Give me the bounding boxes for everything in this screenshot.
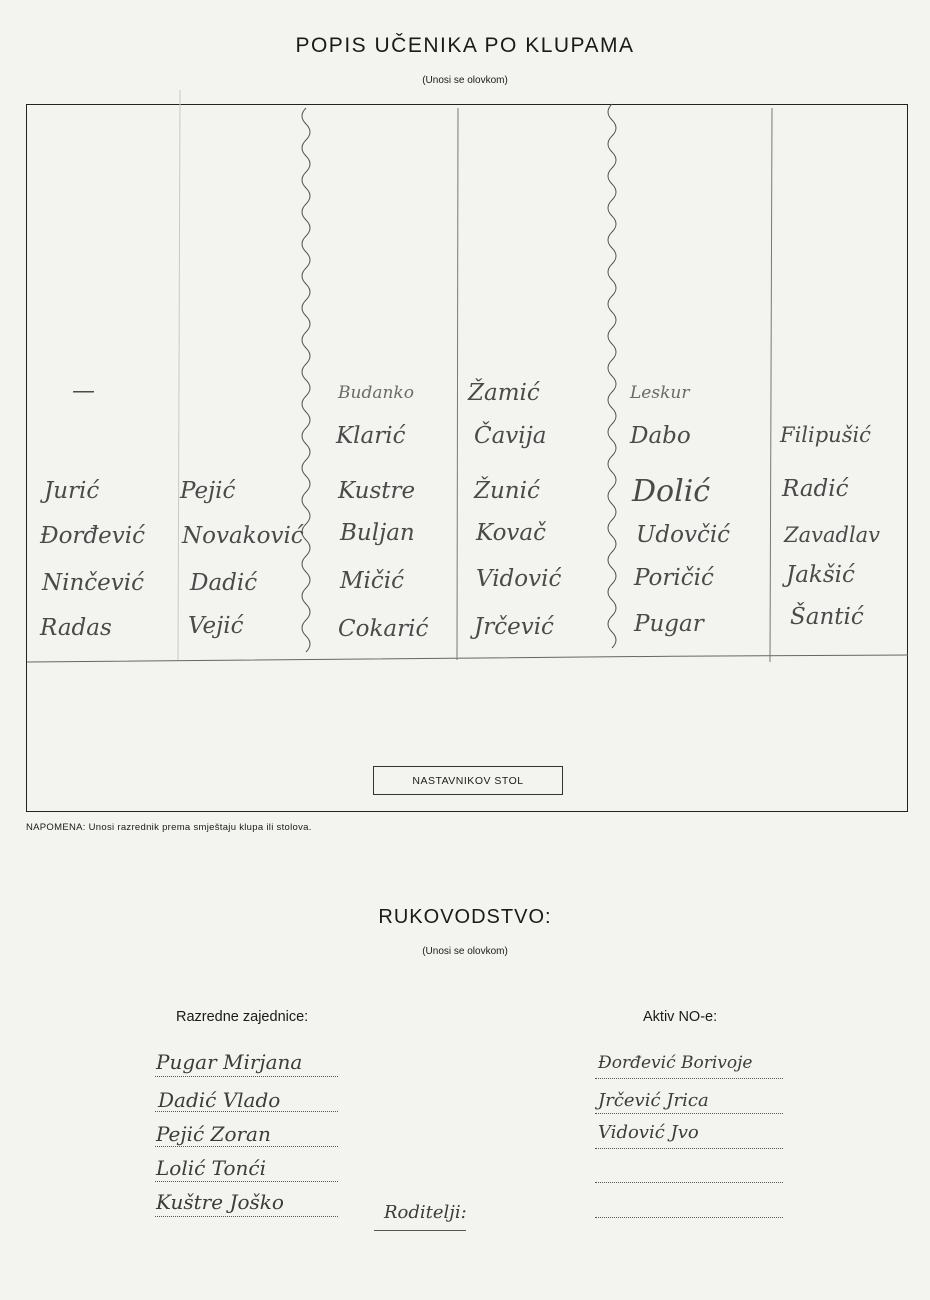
- student-name: Kustre: [338, 478, 416, 504]
- student-name: Dabo: [630, 423, 691, 449]
- seat-top-col1: —: [72, 378, 95, 404]
- member-name: Pugar Mirjana: [156, 1050, 303, 1074]
- student-name: Ninčević: [42, 570, 145, 596]
- seat-top-col5: Leskur: [630, 383, 690, 403]
- pencil-note: (Unosi se olovkom): [422, 75, 508, 86]
- student-name: Zavadlav: [784, 523, 881, 547]
- seat-top-col3: Budanko: [338, 383, 414, 403]
- signature-line: [374, 1230, 466, 1231]
- student-name: Đorđević: [40, 523, 145, 549]
- student-name: Radas: [40, 615, 112, 641]
- signature-line: [155, 1216, 338, 1217]
- section-title: RUKOVODSTVO:: [378, 906, 552, 928]
- student-name: Radić: [782, 476, 849, 502]
- student-name: Pugar: [634, 611, 704, 637]
- student-name: Novaković: [182, 523, 304, 549]
- member-name: Lolić Tonći: [156, 1156, 266, 1180]
- signature-line: [155, 1111, 338, 1112]
- student-name: Mičić: [340, 568, 405, 594]
- signature-line: [595, 1148, 783, 1149]
- student-name: Buljan: [340, 520, 415, 546]
- class-community-label: Razredne zajednice:: [176, 1009, 309, 1025]
- student-name: Kovač: [476, 520, 546, 546]
- student-name: Vidović: [476, 566, 562, 592]
- member-name: Dadić Vlado: [158, 1088, 281, 1112]
- member-name: Jrčević Jrica: [598, 1090, 709, 1111]
- no-activ-label: Aktiv NO-e:: [643, 1009, 718, 1025]
- seat-top-col4: Žamić: [468, 380, 540, 406]
- student-name: Udovčić: [636, 522, 731, 548]
- student-name: Pejić: [180, 478, 236, 504]
- student-name: Jurić: [44, 478, 100, 504]
- student-name: Cokarić: [338, 616, 429, 642]
- signature-line: [155, 1076, 338, 1077]
- member-name: Vidović Jvo: [598, 1122, 699, 1143]
- student-name: Dadić: [190, 570, 258, 596]
- footnote: NAPOMENA: Unosi razrednik prema smještaju klupa ili stolova.: [26, 822, 312, 833]
- page-title: POPIS UČENIKA PO KLUPAMA: [295, 34, 635, 57]
- student-name: Šantić: [790, 604, 864, 630]
- signature-line: [595, 1078, 783, 1079]
- student-name: Dolić: [632, 474, 711, 509]
- parents-label: Roditelji:: [384, 1202, 467, 1223]
- signature-line: [155, 1181, 338, 1182]
- pencil-note: (Unosi se olovkom): [422, 946, 508, 957]
- teacher-desk: NASTAVNIKOV STOL: [373, 766, 563, 795]
- student-name: Čavija: [474, 423, 547, 449]
- member-name: Kuštre Joško: [156, 1190, 284, 1214]
- signature-line: [595, 1217, 783, 1218]
- student-name: Jrčević: [474, 614, 554, 640]
- student-name: Klarić: [336, 423, 406, 449]
- signature-line: [155, 1146, 338, 1147]
- student-name: Filipušić: [780, 423, 871, 447]
- member-name: Đorđević Borivoje: [598, 1053, 753, 1073]
- student-name: Žunić: [474, 478, 540, 504]
- signature-line: [595, 1182, 783, 1183]
- student-name: Poričić: [634, 565, 714, 591]
- student-name: Jakšić: [786, 562, 855, 588]
- signature-line: [595, 1113, 783, 1114]
- member-name: Pejić Zoran: [156, 1122, 271, 1146]
- student-name: Vejić: [188, 613, 244, 639]
